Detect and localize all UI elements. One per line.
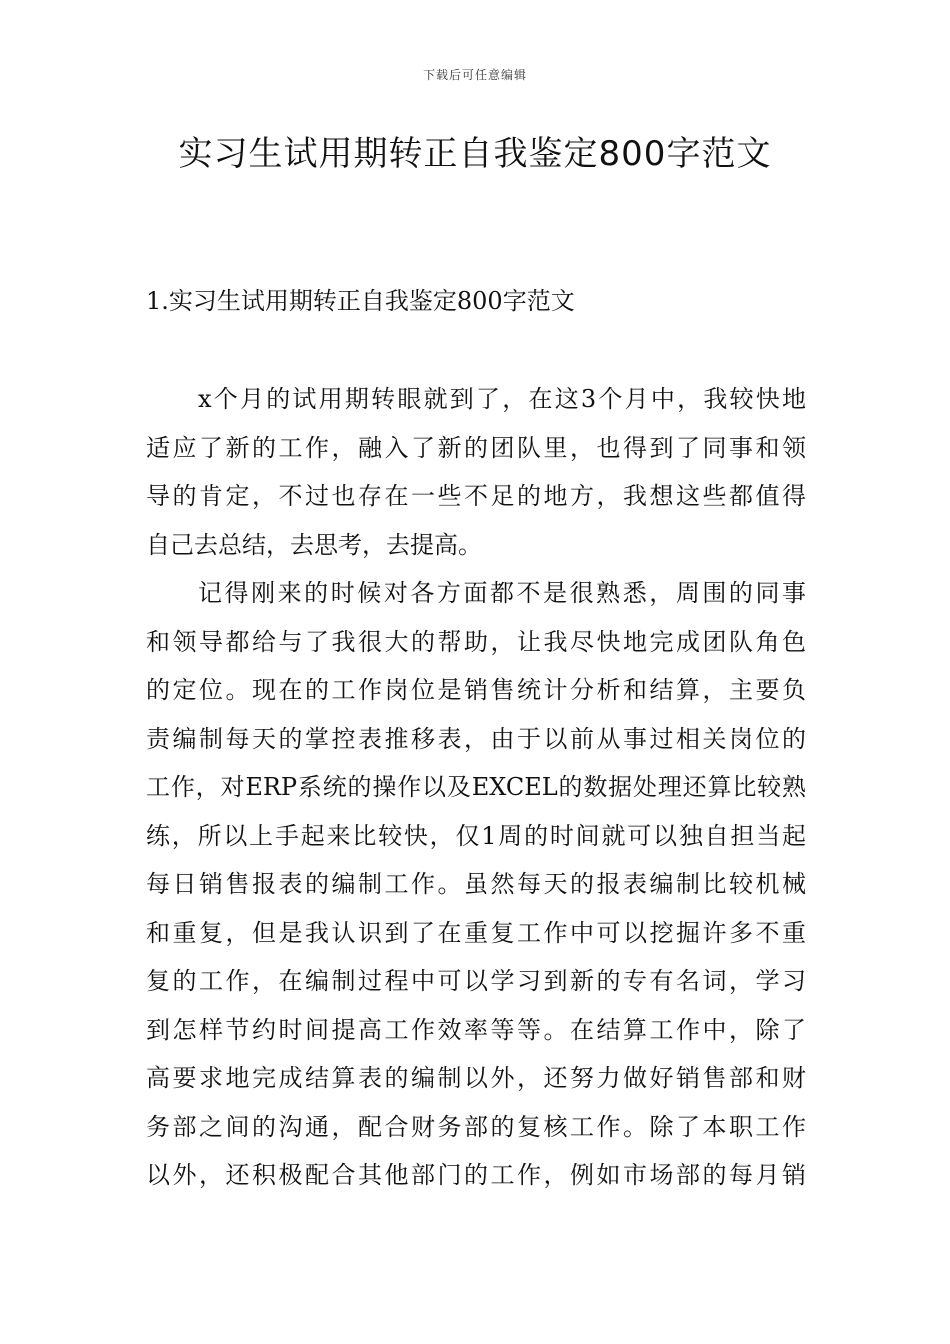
text-line: 高要求地完成结算表的编制以外，还努力做好销售部和财 xyxy=(146,1064,806,1092)
header-note: 下载后可任意编辑 xyxy=(422,68,527,82)
text-line: 和领导都给与了我很大的帮助，让我尽快地完成团队角色 xyxy=(146,627,806,656)
text-line: x个月的试用期转眼就到了，在这3个月中，我较快地 xyxy=(198,385,806,413)
text-line: 适应了新的工作，融入了新的团队里，也得到了同事和领 xyxy=(146,433,806,462)
body-text xyxy=(146,375,806,1200)
text-line: 导的肯定，不过也存在一些不足的地方，我想这些都值得 xyxy=(146,482,806,510)
paragraph xyxy=(146,569,806,1200)
text-line: 到怎样节约时间提高工作效率等等。在结算工作中，除了 xyxy=(146,1015,806,1044)
text-line: 记得刚来的时候对各方面都不是很熟悉，周围的同事 xyxy=(198,579,806,607)
text-line: 复的工作，在编制过程中可以学习到新的专有名词，学习 xyxy=(146,967,806,995)
text-line: 和重复，但是我认识到了在重复工作中可以挖掘许多不重 xyxy=(146,918,806,947)
paragraph xyxy=(146,375,806,569)
text-line: 以外，还积极配合其他部门的工作，例如市场部的每月销 xyxy=(146,1161,806,1189)
text-line: 责编制每天的掌控表推移表，由于以前从事过相关岗位的 xyxy=(146,724,806,753)
section-heading: 1.实习生试用期转正自我鉴定800字范文 xyxy=(146,287,575,315)
text-line: 务部之间的沟通，配合财务部的复核工作。除了本职工作 xyxy=(146,1112,806,1141)
text-line: 工作，对ERP系统的操作以及EXCEL的数据处理还算比较熟 xyxy=(146,773,806,801)
text-line: 练，所以上手起来比较快，仅1周的时间就可以独自担当起 xyxy=(146,821,806,850)
text-line: 每日销售报表的编制工作。虽然每天的报表编制比较机械 xyxy=(146,870,806,898)
text-line: 的定位。现在的工作岗位是销售统计分析和结算，主要负 xyxy=(146,676,806,704)
text-line: 自己去总结，去思考，去提高。 xyxy=(146,530,482,559)
document-title: 实习生试用期转正自我鉴定800字范文 xyxy=(178,134,772,174)
